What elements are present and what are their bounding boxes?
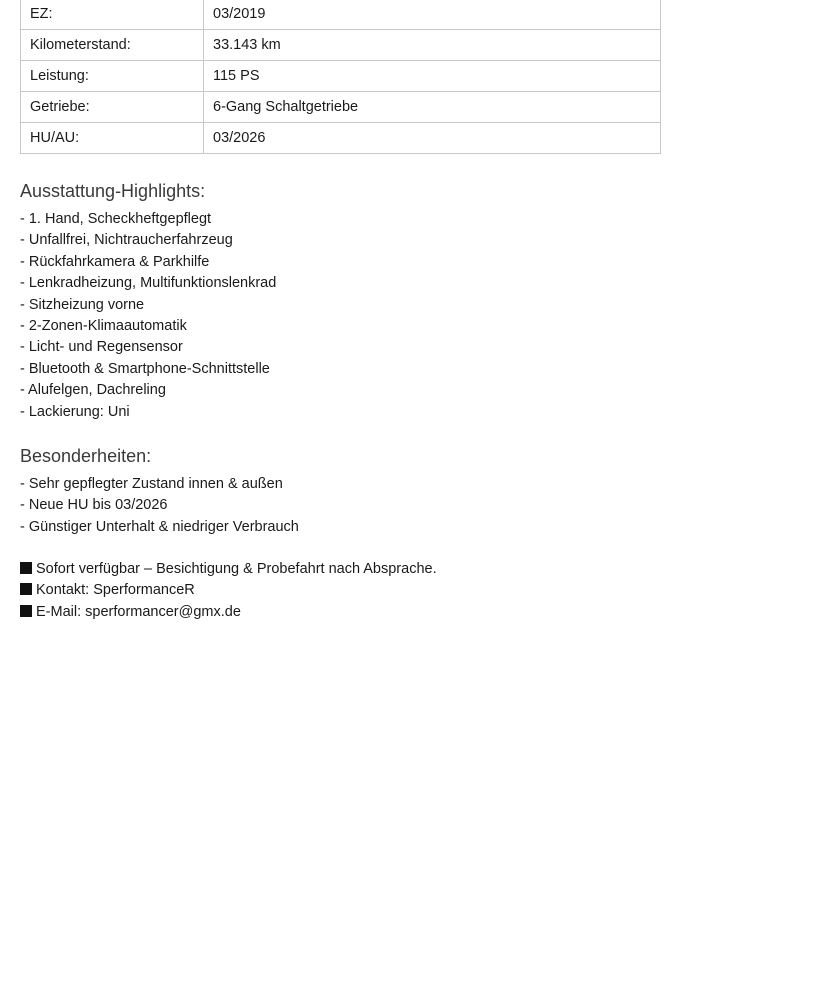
- list-item: [20, 559, 437, 580]
- spec-label: Kilometerstand:: [21, 30, 204, 61]
- table-row: [21, 123, 661, 154]
- table-row: [21, 61, 661, 92]
- table-row: [21, 30, 661, 61]
- contact-text: Kontakt: SperformanceR: [36, 582, 195, 599]
- spec-value: 115 PS: [204, 61, 661, 92]
- black-square-icon: [20, 583, 32, 595]
- besonderheiten-heading: Besonderheiten:: [20, 446, 152, 466]
- spec-label: HU/AU:: [21, 123, 204, 154]
- list-item: - Lackierung: Uni: [20, 403, 130, 420]
- list-item: - Sehr gepflegter Zustand innen & außen: [20, 476, 283, 492]
- table-row: [21, 92, 661, 123]
- list-item: - Sitzheizung vorne: [20, 296, 145, 313]
- list-item: - Unfallfrei, Nichtraucherfahrzeug: [20, 232, 233, 249]
- list-item: - Neue HU bis 03/2026: [20, 497, 168, 514]
- spec-label: EZ:: [21, 0, 204, 30]
- list-item: - Günstiger Unterhalt & niedriger Verbrauch: [20, 518, 299, 535]
- contact-list: [20, 559, 437, 623]
- spec-label: Getriebe:: [21, 92, 204, 123]
- spec-value: 33.143 km: [204, 30, 661, 61]
- availability-text: Sofort verfügbar – Besichtigung & Probefahrt nach Absprache.: [36, 561, 437, 577]
- list-item: [20, 580, 437, 601]
- highlights-heading: Ausstattung-Highlights:: [20, 181, 206, 201]
- black-square-icon: [20, 605, 32, 617]
- list-item: - Licht- und Regensensor: [20, 339, 183, 356]
- email-text: E-Mail: sperformancer@gmx.de: [36, 603, 241, 620]
- spec-table: [20, 0, 661, 154]
- list-item: - Lenkradheizung, Multifunktionslenkrad: [20, 275, 277, 292]
- list-item: [20, 602, 437, 623]
- besonderheiten-list: [20, 474, 299, 538]
- list-item: - Rückfahrkamera & Parkhilfe: [20, 253, 210, 270]
- black-square-icon: [20, 562, 32, 574]
- spec-value: 03/2026: [204, 123, 661, 154]
- list-item: - 2-Zonen-Klimaautomatik: [20, 317, 187, 334]
- spec-label: Leistung:: [21, 61, 204, 92]
- table-row: [21, 0, 661, 30]
- list-item: - Bluetooth & Smartphone-Schnittstelle: [20, 360, 270, 377]
- highlights-list: [20, 209, 276, 423]
- list-item: - 1. Hand, Scheckheftgepflegt: [20, 211, 212, 227]
- spec-value: 03/2019: [204, 0, 661, 30]
- list-item: - Alufelgen, Dachreling: [20, 382, 166, 399]
- spec-value: 6-Gang Schaltgetriebe: [204, 92, 661, 123]
